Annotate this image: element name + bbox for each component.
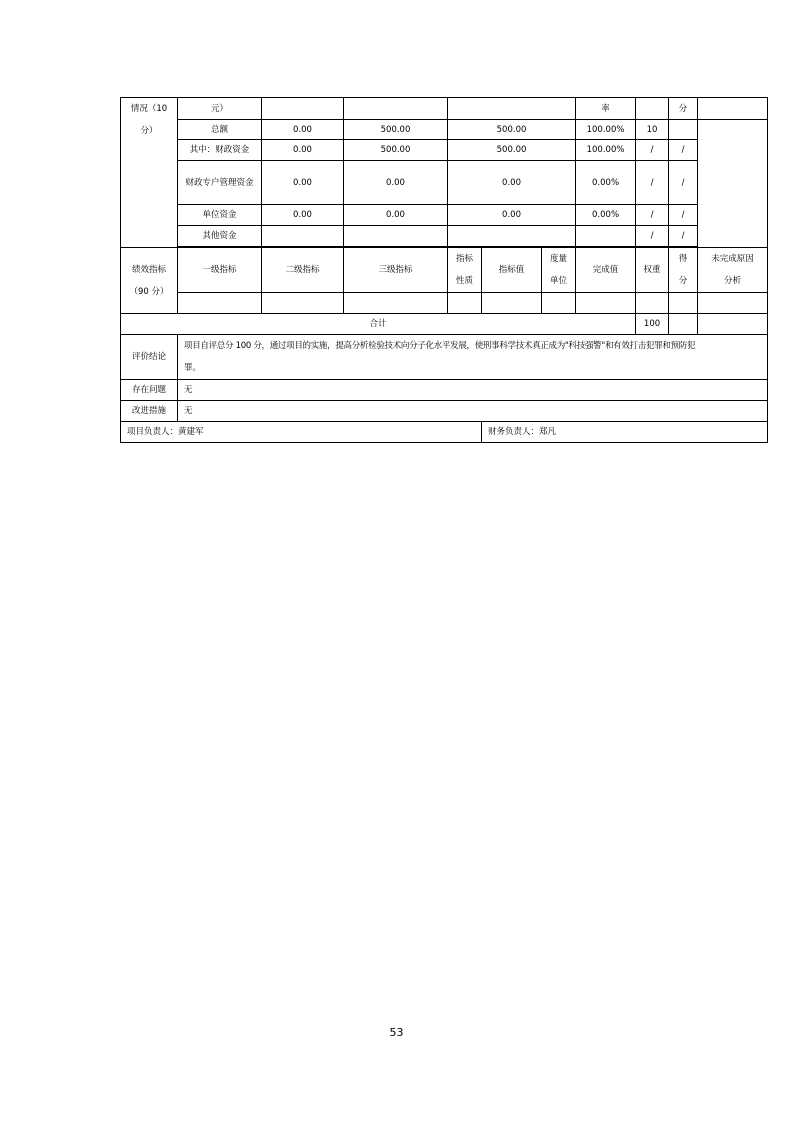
fund-weight: /	[636, 226, 669, 247]
blank-cell	[698, 314, 768, 335]
fund-rate	[576, 226, 636, 247]
fund-rate: 100.00%	[576, 120, 636, 140]
fund-value: 500.00	[448, 120, 576, 140]
blank-cell	[669, 314, 698, 335]
fund-name: 总额	[178, 120, 262, 140]
fund-value	[448, 226, 576, 247]
fund-name: 其中：财政资金	[178, 140, 262, 161]
issues-label: 存在问题	[121, 380, 178, 401]
total-label: 合计	[121, 314, 636, 335]
fund-score: /	[669, 161, 698, 205]
fund-score: /	[669, 205, 698, 226]
perf-col-header: 三级指标	[344, 248, 448, 293]
blank-cell	[344, 293, 448, 314]
fund-value: 500.00	[344, 140, 448, 161]
fund-weight: /	[636, 140, 669, 161]
funds-section-label: 情况（10 分）	[121, 98, 178, 248]
blank-cell	[698, 293, 768, 314]
page-number: 53	[389, 1026, 404, 1039]
fund-value: 0.00	[262, 161, 344, 205]
table-row	[121, 226, 768, 247]
fund-name: 其他资金	[178, 226, 262, 247]
perf-col-header: 指标 性质	[448, 248, 482, 293]
blank-cell	[698, 98, 768, 120]
blank-cell	[636, 293, 669, 314]
issues-value: 无	[178, 380, 768, 401]
table-row	[121, 314, 768, 335]
fund-name: 单位资金	[178, 205, 262, 226]
finance-lead: 财务负责人：郑凡	[482, 422, 768, 443]
fund-score: /	[669, 140, 698, 161]
fund-rate: 0.00%	[576, 161, 636, 205]
fund-rate: 100.00%	[576, 140, 636, 161]
blank-cell	[669, 293, 698, 314]
blank-cell	[698, 120, 768, 248]
perf-col-header: 度量 单位	[542, 248, 576, 293]
score-header-cell: 分	[669, 98, 698, 120]
fund-value: 0.00	[262, 120, 344, 140]
measures-label: 改进措施	[121, 401, 178, 422]
table-row	[121, 205, 768, 226]
fund-value: 0.00	[262, 205, 344, 226]
fund-score	[669, 120, 698, 140]
performance-evaluation-table	[120, 97, 768, 443]
perf-col-header: 指标值	[482, 248, 542, 293]
blank-cell	[636, 98, 669, 120]
conclusion-label: 评价结论	[121, 335, 178, 380]
blank-cell	[448, 98, 576, 120]
project-lead: 项目负责人：黄建军	[121, 422, 482, 443]
table-row	[121, 380, 768, 401]
perf-col-header: 完成值	[576, 248, 636, 293]
table-row	[121, 401, 768, 422]
table-row	[121, 120, 768, 140]
table-row	[121, 140, 768, 161]
fund-rate: 0.00%	[576, 205, 636, 226]
blank-cell	[542, 293, 576, 314]
rate-header-cell: 率	[576, 98, 636, 120]
measures-value: 无	[178, 401, 768, 422]
fund-value	[344, 226, 448, 247]
conclusion-text: 项目自评总分 100 分，通过项目的实施，提高分析检验技术向分子化水平发展，使刑事科学技术真正成为"科技强警"和有效打击犯罪和预防犯 罪。	[178, 335, 768, 380]
fund-weight: /	[636, 205, 669, 226]
table-row	[121, 335, 768, 380]
perf-col-header: 得 分	[669, 248, 698, 293]
perf-col-header: 未完成原因 分析	[698, 248, 768, 293]
perf-col-header: 一级指标	[178, 248, 262, 293]
fund-value	[262, 226, 344, 247]
fund-value: 0.00	[344, 161, 448, 205]
blank-cell	[178, 293, 262, 314]
fund-score: /	[669, 226, 698, 247]
fund-name: 财政专户管理资金	[178, 161, 262, 205]
fund-value: 500.00	[448, 140, 576, 161]
total-weight: 100	[636, 314, 669, 335]
fund-value: 500.00	[344, 120, 448, 140]
fund-value: 0.00	[262, 140, 344, 161]
blank-cell	[344, 98, 448, 120]
perf-col-header: 权重	[636, 248, 669, 293]
blank-cell	[482, 293, 542, 314]
fund-weight: 10	[636, 120, 669, 140]
table-row	[121, 293, 768, 314]
fund-weight: /	[636, 161, 669, 205]
table-row	[121, 422, 768, 443]
perf-col-header: 二级指标	[262, 248, 344, 293]
table-row	[121, 161, 768, 205]
blank-cell	[262, 98, 344, 120]
fund-value: 0.00	[344, 205, 448, 226]
blank-cell	[448, 293, 482, 314]
funds-unit-cell: 元）	[178, 98, 262, 120]
blank-cell	[262, 293, 344, 314]
fund-value: 0.00	[448, 205, 576, 226]
perf-section-label: 绩效指标 （90 分）	[121, 248, 178, 314]
blank-cell	[576, 293, 636, 314]
fund-value: 0.00	[448, 161, 576, 205]
table-row	[121, 248, 768, 293]
table-row	[121, 98, 768, 120]
